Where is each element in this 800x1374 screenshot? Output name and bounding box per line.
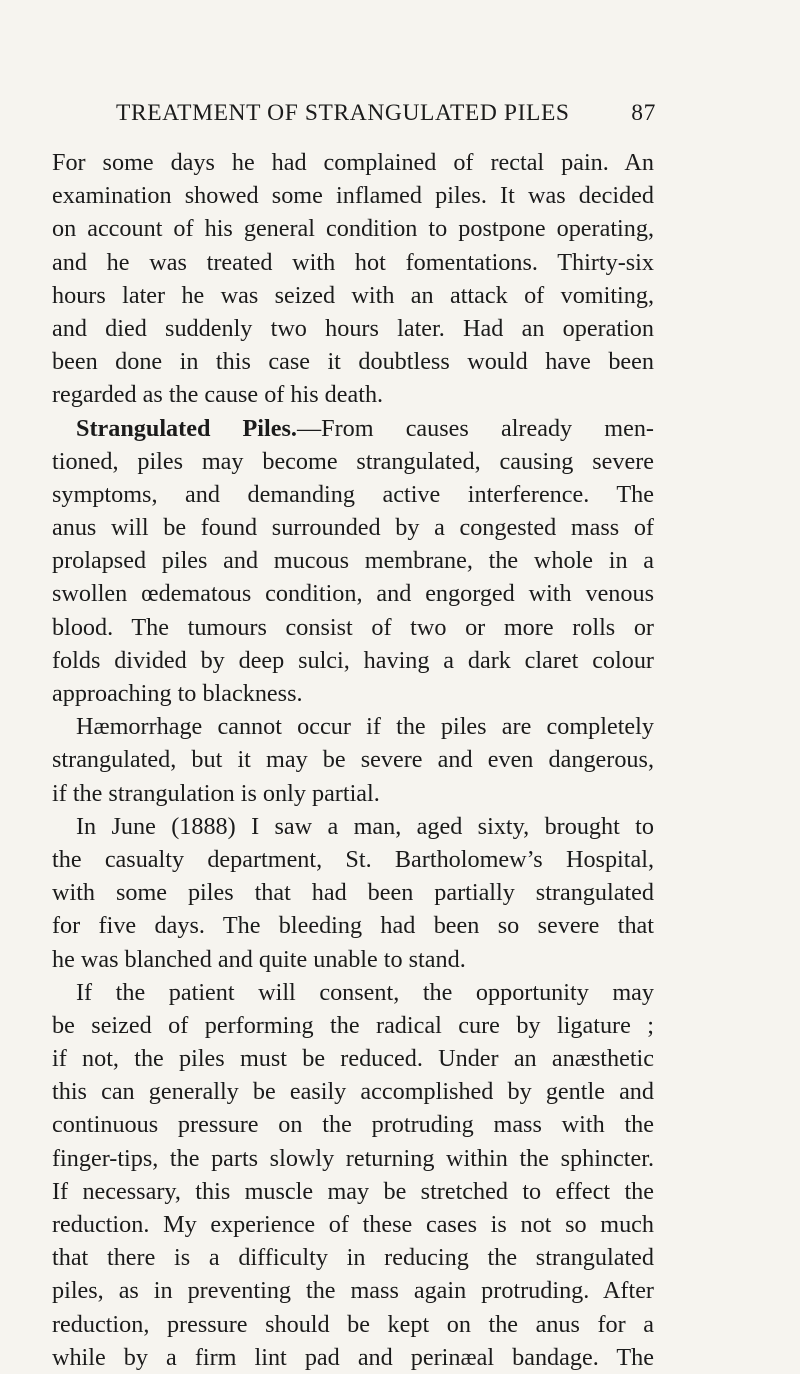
running-head [116,100,656,134]
text-line: piles, as in preventing the mass again protruding. After [52,1277,654,1305]
section-heading-text: —From causes already men- [296,414,654,442]
text-line: swollen œdematous condition, and engorged with venous [52,580,654,608]
section-heading: Strangulated Piles. [76,414,297,442]
text-line: been done in this case it doubtless would have been [52,348,654,376]
text-line: examination showed some inflamed piles. It was decided [52,182,654,210]
text-line: prolapsed piles and mucous membrane, the whole in a [52,547,654,575]
text-line: if the strangulation is only partial. [52,779,380,807]
text-line: folds divided by deep sulci, having a dark claret colour [52,646,654,674]
text-line: strangulated, but it may be severe and even dangerous, [52,746,654,774]
text-line: reduction. My experience of these cases is not so much [52,1211,654,1238]
text-line: finger-tips, the parts slowly returning within the sphincter. [52,1144,654,1172]
text-line: if not, the piles must be reduced. Under an anæsthetic [52,1045,654,1073]
text-line: If the patient will consent, the opportunity may [76,978,654,1006]
text-line: approaching to blackness. [52,680,303,707]
text-line: tioned, piles may become strangulated, causing severe [52,447,654,475]
text-line: he was blanched and quite unable to stand. [52,945,466,973]
text-line: regarded as the cause of his death. [52,381,384,409]
page-number: 87 [631,100,656,126]
section-heading-line [52,412,654,445]
text-line: Hæmorrhage cannot occur if the piles are completely [76,713,654,741]
text-line: blood. The tumours consist of two or more rolls or [52,613,654,641]
text-line: while by a firm lint pad and perinæal bandage. The [52,1343,654,1371]
text-line: and died suddenly two hours later. Had an operation [52,314,654,342]
text-line: with some piles that had been partially strangulated [52,879,654,907]
text-line: continuous pressure on the protruding mass with the [52,1111,654,1139]
text-line: In June (1888) I saw a man, aged sixty, brought to [76,812,654,840]
text-line: symptoms, and demanding active interference. The [52,480,654,508]
text-line: be seized of performing the radical cure by ligature ; [52,1011,654,1039]
text-line: hours later he was seized with an attack of vomiting, [52,281,654,309]
text-line: anus will be found surrounded by a congested mass of [52,514,654,542]
text-line: on account of his general condition to postpone operating, [52,215,654,243]
text-line: If necessary, this muscle may be stretched to effect the [52,1177,654,1205]
running-title: TREATMENT OF STRANGULATED PILES [116,100,570,126]
text-line: and he was treated with hot fomentations. Thirty-six [52,248,654,276]
text-line: For some days he had complained of rectal pain. An [52,149,654,176]
body-text [52,146,654,1374]
text-line: for five days. The bleeding had been so severe that [52,912,654,940]
text-line: the casualty department, St. Bartholomew’s Hospital, [52,845,654,873]
text-line: that there is a difficulty in reducing the strangulated [52,1244,654,1272]
text-line: reduction, pressure should be kept on the anus for a [52,1310,654,1338]
text-line: this can generally be easily accomplished by gentle and [52,1078,654,1106]
